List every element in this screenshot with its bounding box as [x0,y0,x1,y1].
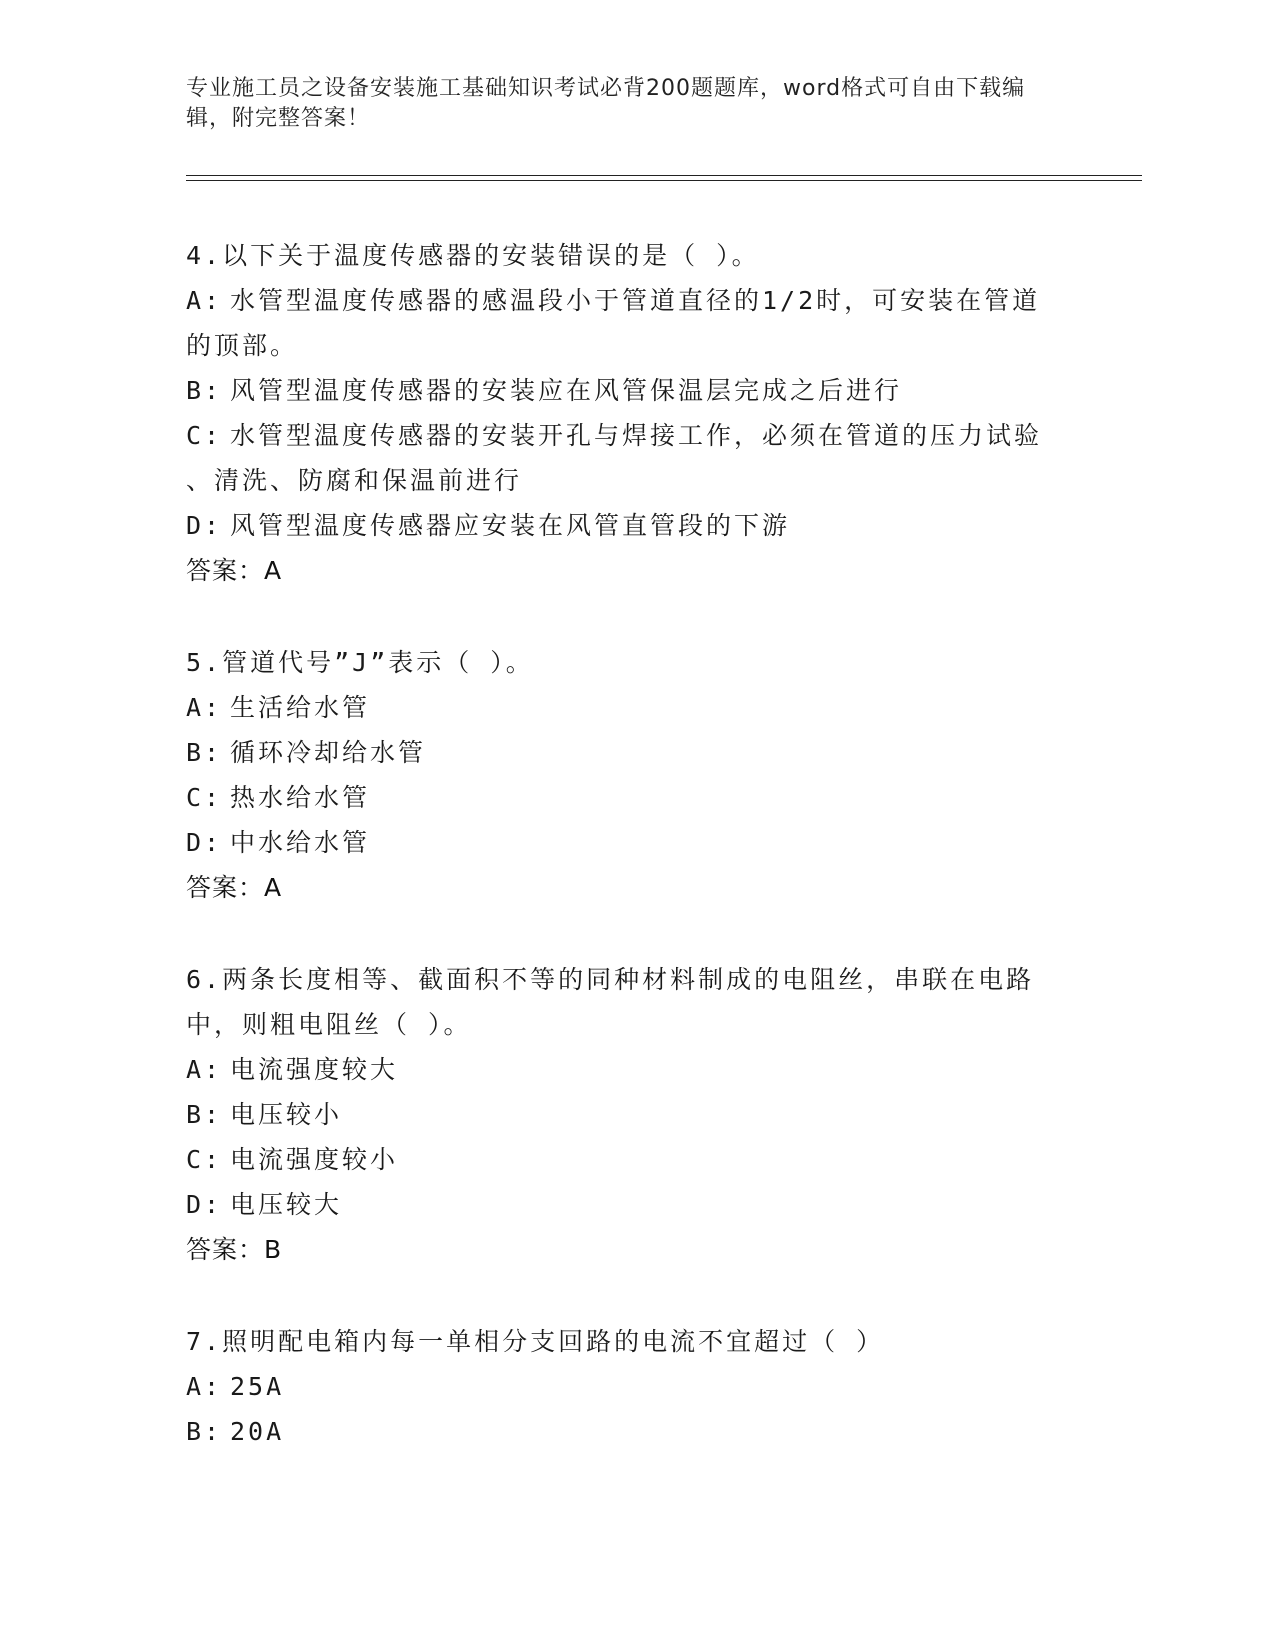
option-text: 电流强度较大 [230,1055,399,1084]
option-key: B: [186,1100,223,1129]
option-line [186,820,1066,865]
option-key: D: [186,511,223,540]
option-text: 循环冷却给水管 [230,738,427,767]
option-text: 20A [230,1417,285,1446]
option-text: 电压较大 [230,1190,343,1219]
option-line [186,685,1066,730]
option-line: 、清洗、防腐和保温前进行 [186,466,523,495]
option-key: C: [186,783,223,812]
option-line [186,413,1066,458]
option-text: 热水给水管 [230,783,371,812]
option-key: C: [186,1145,223,1174]
option-key: C: [186,421,223,450]
option-line [186,1092,1066,1137]
question-block [186,640,1066,910]
option-key: A: [186,1055,223,1084]
question-stem: 7.照明配电箱内每一单相分支回路的电流不宜超过（ ） [186,1327,885,1356]
option-text: 电压较小 [230,1100,343,1129]
option-key: B: [186,738,223,767]
option-line [186,1409,1066,1454]
option-key: B: [186,1417,223,1446]
question-stem: 4.以下关于温度传感器的安装错误的是（ ）。 [186,241,760,270]
option-text: 中水给水管 [230,828,371,857]
option-key: D: [186,828,223,857]
document-title: 专业施工员之设备安装施工基础知识考试必背200题题库，word格式可自由下载编辑，附完整答案！ [186,76,1026,131]
option-line [186,1364,1066,1409]
option-line [186,1137,1066,1182]
answer-line: 答案：A [186,556,283,585]
option-text: 水管型温度传感器的感温段小于管道直径的1/2时，可安装在管道 [230,286,1041,315]
option-line [186,1182,1066,1227]
option-key: A: [186,1372,223,1401]
document-header [186,74,1066,134]
question-stem: 中，则粗电阻丝（ ）。 [186,1010,472,1039]
option-line [186,503,1066,548]
option-key: B: [186,376,223,405]
option-line [186,368,1066,413]
question-block [186,1319,1066,1454]
option-line [186,278,1066,323]
option-text: 水管型温度传感器的安装开孔与焊接工作，必须在管道的压力试验 [230,421,1043,450]
answer-line: 答案：B [186,1235,283,1264]
question-list [186,233,1066,1501]
header-divider-top [186,175,1142,176]
option-line [186,730,1066,775]
option-key: D: [186,1190,223,1219]
option-text: 25A [230,1372,285,1401]
option-line [186,1047,1066,1092]
option-key: A: [186,693,223,722]
question-stem: 5.管道代号”J”表示（ ）。 [186,648,534,677]
option-text: 电流强度较小 [230,1145,399,1174]
option-text: 风管型温度传感器的安装应在风管保温层完成之后进行 [230,376,903,405]
option-line [186,775,1066,820]
question-block [186,957,1066,1272]
question-stem: 6.两条长度相等、截面积不等的同种材料制成的电阻丝，串联在电路 [186,965,1035,994]
option-key: A: [186,286,223,315]
option-text: 生活给水管 [230,693,371,722]
header-divider-bottom [186,180,1142,181]
option-line: 的顶部。 [186,331,299,360]
answer-line: 答案：A [186,873,283,902]
question-block [186,233,1066,593]
option-text: 风管型温度传感器应安装在风管直管段的下游 [230,511,791,540]
